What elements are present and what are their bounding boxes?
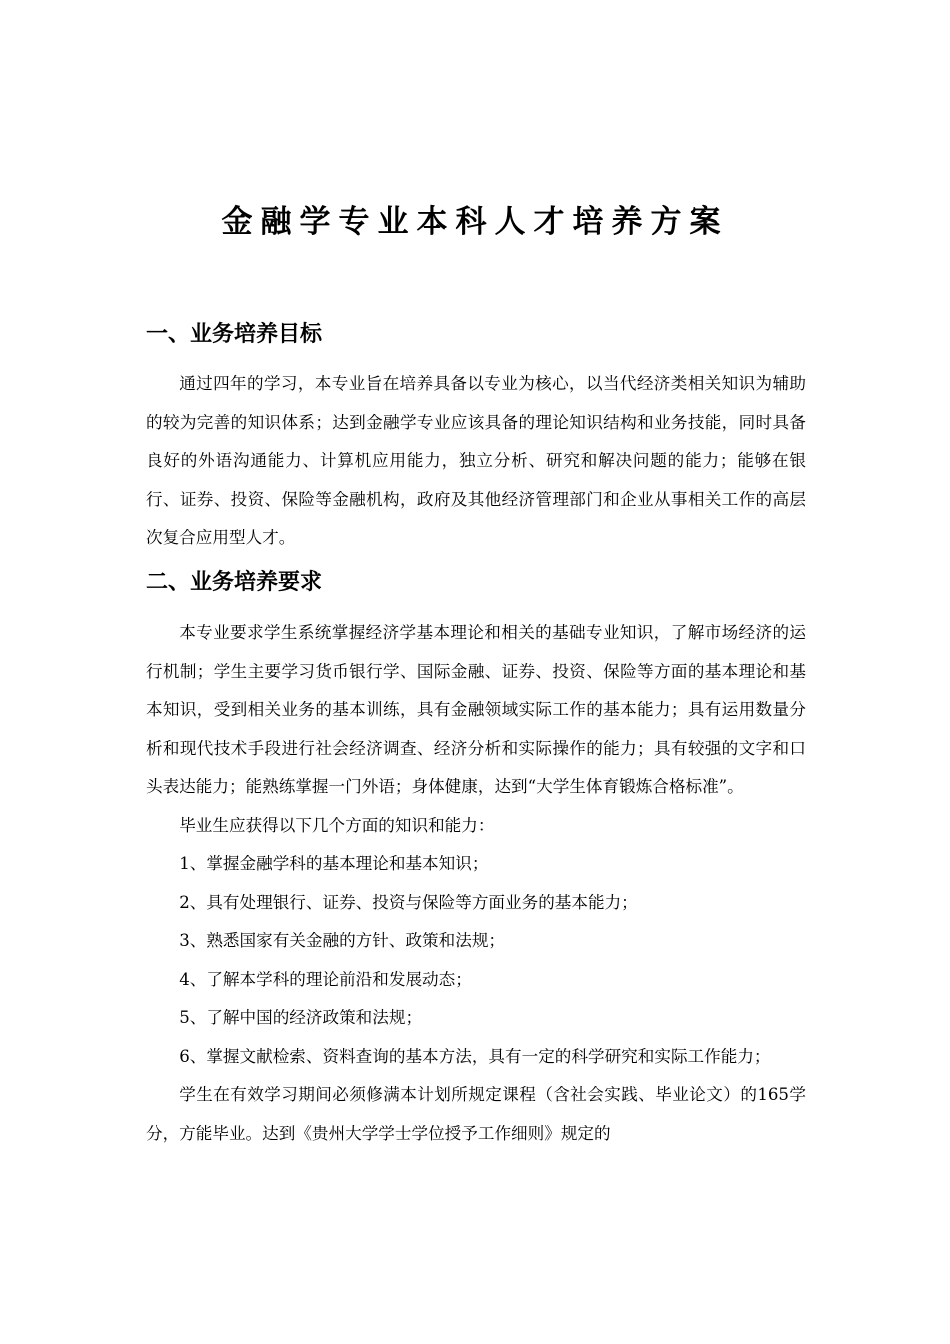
paragraph: 毕业生应获得以下几个方面的知识和能力：: [179, 815, 495, 835]
paragraph: 通过四年的学习，本专业旨在培养具备以专业为核心，以当代经济类相关知识为辅助的较为完善的知识体系；达到金融学专业应该具备的理论知识结构和业务技能，同时具备良好的外语沟通能力、计算机应用能力，独立分析、研究和解决问题的能力；能够在银行、证券、投资、保险等金融机构，政府及其他经济管理部门和企业从事相关工作的高层次复合应用型人才。: [146, 374, 806, 547]
paragraph: 学生在有效学习期间必须修满本计划所规定课程（含社会实践、毕业论文）的165学分，方能毕业。达到《贵州大学学士学位授予工作细则》规定的: [146, 1085, 806, 1143]
list-item: 6、掌握文献检索、资料查询的基本方法，具有一定的科学研究和实际工作能力；: [179, 1046, 771, 1066]
section-body-training-goals: [146, 365, 806, 558]
section-body-training-requirements: [146, 614, 806, 1153]
section-heading-training-requirements: 二、业务培养要求: [146, 570, 323, 595]
list-item: 1、掌握金融学科的基本理论和基本知识；: [179, 854, 489, 873]
list-item: 3、熟悉国家有关金融的方针、政策和法规；: [179, 931, 506, 950]
paragraph: 本专业要求学生系统掌握经济学基本理论和相关的基础专业知识，了解市场经济的运行机制；学生主要学习货币银行学、国际金融、证券、投资、保险等方面的基本理论和基本知识，受到相关业务的基本训练，具有金融领域实际工作的基本能力；具有运用数量分析和现代技术手段进行社会经济调查、经济分析和实际操作的能力；具有较强的文字和口头表达能力；能熟练掌握一门外语；身体健康，达到“大学生体育锻炼合格标准”。: [146, 623, 806, 796]
list-item: 4、了解本学科的理论前沿和发展动态；: [179, 969, 472, 989]
list-item: 5、了解中国的经济政策和法规；: [179, 1008, 423, 1027]
section-heading-training-goals: 一、业务培养目标: [146, 322, 323, 347]
list-item: 2、具有处理银行、证券、投资与保险等方面业务的基本能力；: [179, 892, 638, 912]
document-title: 金融学专业本科人才培养方案: [221, 204, 729, 240]
